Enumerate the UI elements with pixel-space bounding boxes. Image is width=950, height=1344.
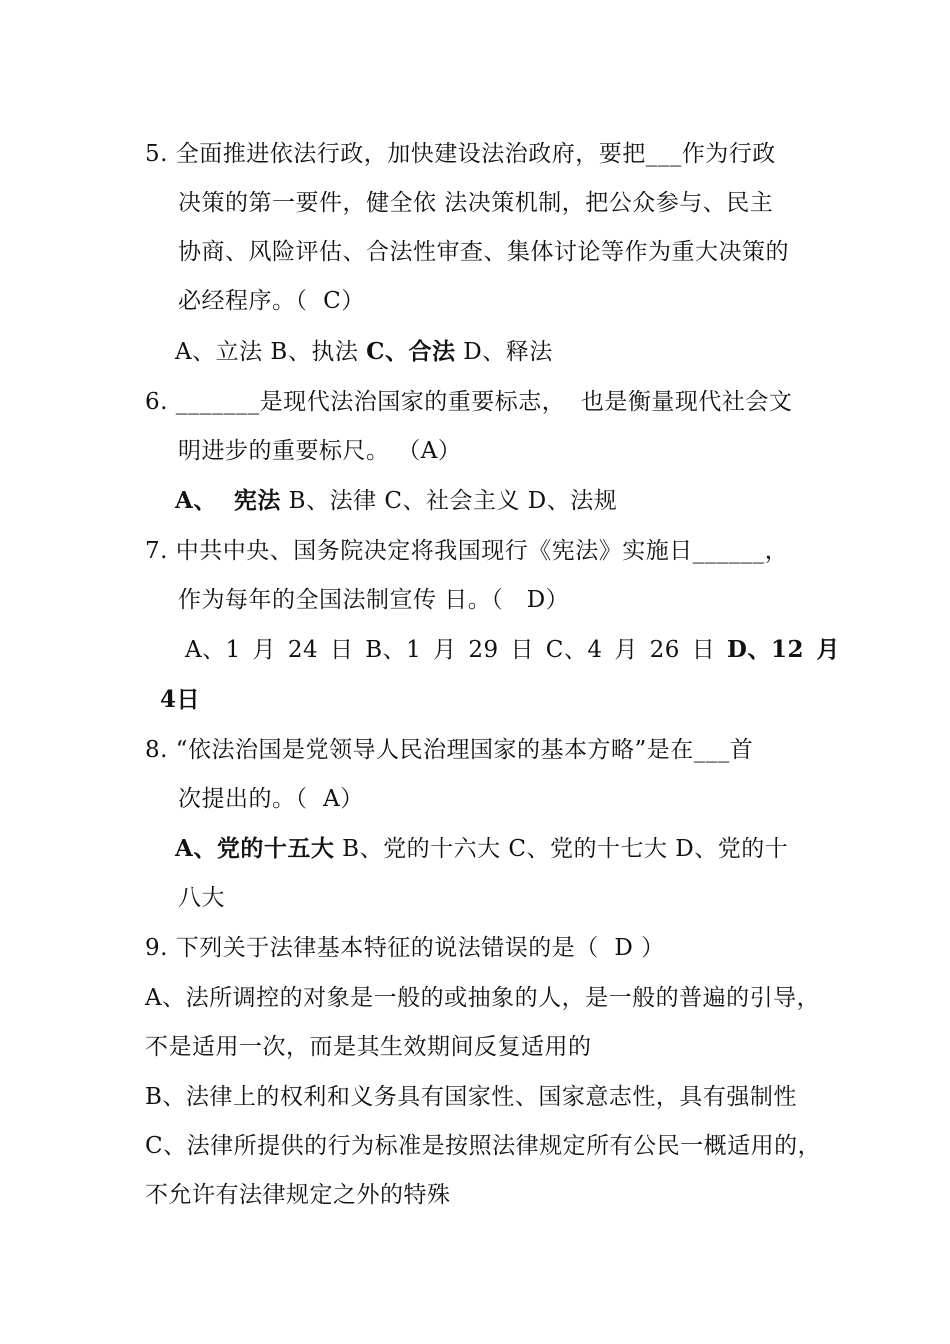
question-9-option-a-line-1: A、法所调控的对象是一般的或抽象的人，是一般的普遍的引导， (145, 985, 821, 1011)
question-8-options-continued: 八大 (178, 885, 225, 911)
question-6-options-rest: B、法律 C、社会主义 D、法规 (280, 488, 618, 514)
question-8-line-1: 8. “依法治国是党领导人民治理国家的基本方略”是在___首 (145, 737, 754, 763)
question-8-options (175, 834, 788, 864)
question-6-line-2: 明进步的重要标尺。 （A） (178, 438, 462, 464)
question-6-options (175, 486, 617, 516)
question-7-line-1: 7. 中共中央、国务院决定将我国现行《宪法》实施日______， (145, 538, 789, 564)
question-7-option-d-continued: 4日 (160, 686, 201, 713)
question-7-option-d-answer: D、12 月 (727, 636, 841, 663)
question-5-option-c-answer: C、合法 (366, 338, 456, 365)
question-9-option-c-line-2: 不允许有法律规定之外的特殊 (145, 1182, 451, 1208)
question-7-options-a-b-c: A、1 月 24 日 B、1 月 29 日 C、4 月 26 日 (185, 637, 728, 663)
question-9-option-c-line-1: C、法律所提供的行为标准是按照法律规定所有公民一概适用的， (145, 1133, 822, 1159)
question-9-option-a-line-2: 不是适用一次，而是其生效期间反复适用的 (145, 1034, 592, 1060)
question-5-options-a-b: A、立法 B、执法 (175, 339, 367, 365)
question-8-option-a-answer: A、党的十五大 (175, 835, 335, 862)
question-5-line-4: 必经程序。（ C） (178, 288, 365, 314)
question-6-option-a-answer: A、 宪法 (175, 487, 281, 514)
question-6-line-1: 6. _______是现代法治国家的重要标志， 也是衡量现代社会文 (145, 389, 793, 415)
question-9-line-1: 9. 下列关于法律基本特征的说法错误的是（ D ） (145, 935, 665, 961)
question-5-option-d: D、释法 (455, 339, 553, 365)
question-5-options (175, 337, 553, 367)
question-5-line-2: 决策的第一要件，健全依 法决策机制，把公众参与、民主 (178, 190, 774, 216)
question-9-option-b: B、法律上的权利和义务具有国家性、国家意志性，具有强制性 (145, 1084, 797, 1110)
question-8-options-rest: B、党的十六大 C、党的十七大 D、党的十 (334, 836, 789, 862)
question-7-options (185, 635, 840, 665)
question-5-line-3: 协商、风险评估、合法性审查、集体讨论等作为重大决策的 (178, 239, 789, 265)
question-5-line-1: 5. 全面推进依法行政，加快建设法治政府，要把___作为行政 (145, 141, 776, 167)
question-8-line-2: 次提出的。（ A） (178, 786, 364, 812)
question-7-line-2: 作为每年的全国法制宣传 日。（ D） (178, 587, 570, 613)
